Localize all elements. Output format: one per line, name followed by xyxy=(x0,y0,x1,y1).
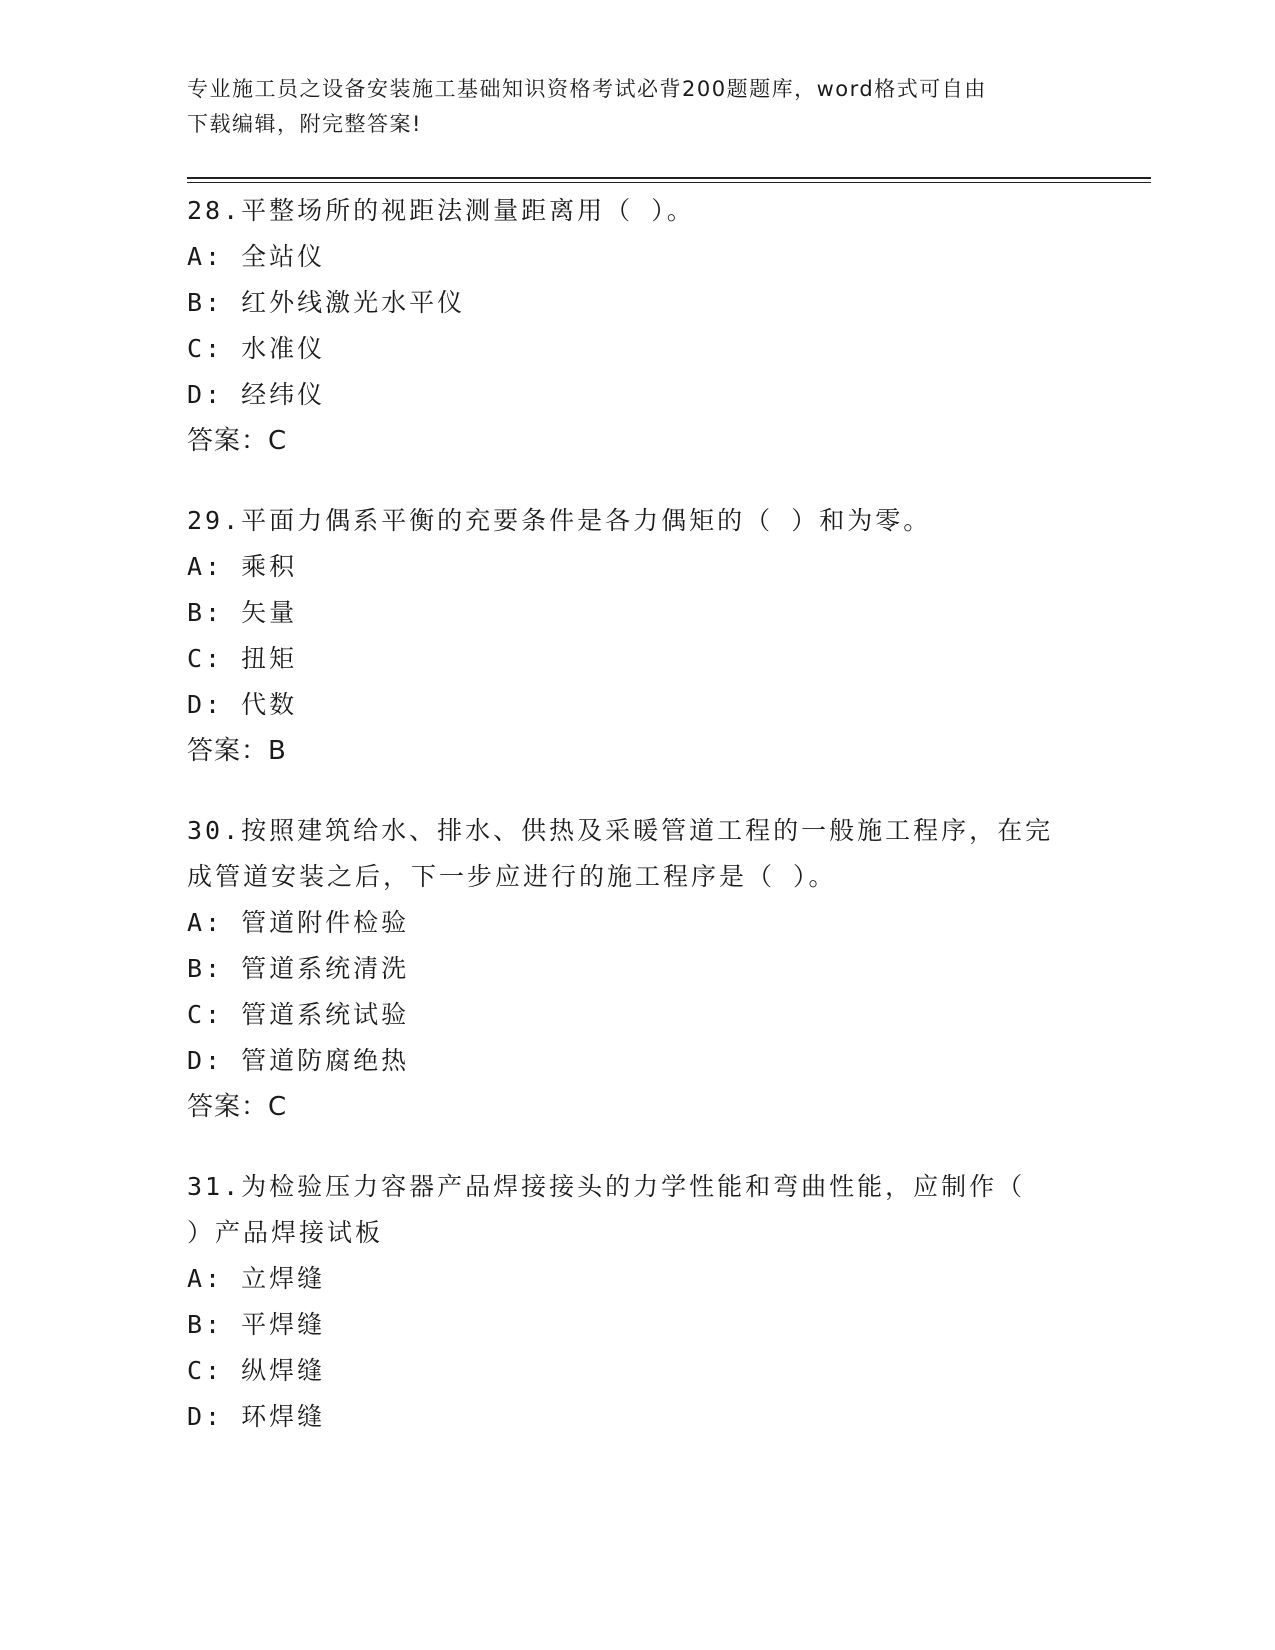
question-text-line: ）产品焊接试板 xyxy=(187,1218,384,1247)
question-29 xyxy=(187,498,1087,774)
question-text-line: 28.平整场所的视距法测量距离用（ ）。 xyxy=(187,196,695,225)
option-a: A: 乘积 xyxy=(187,552,298,581)
question-text-line: 31.为检验压力容器产品焊接接头的力学性能和弯曲性能，应制作（ xyxy=(187,1172,1026,1201)
header-title-line-1: 专业施工员之设备安装施工基础知识资格考试必背200题题库，word格式可自由 xyxy=(187,77,987,101)
option-d: D: 代数 xyxy=(187,690,298,719)
option-a: A: 管道附件检验 xyxy=(187,908,410,937)
question-31 xyxy=(187,1164,1087,1440)
option-b: B: 管道系统清洗 xyxy=(187,954,410,983)
header-divider-thin xyxy=(187,182,1151,183)
question-text-line: 30.按照建筑给水、排水、供热及采暖管道工程的一般施工程序，在完 xyxy=(187,816,1054,845)
question-list xyxy=(187,188,1087,1474)
option-d: D: 经纬仪 xyxy=(187,380,326,409)
document-header xyxy=(187,72,1067,142)
question-text-line: 成管道安装之后，下一步应进行的施工程序是（ ）。 xyxy=(187,862,837,891)
option-c: C: 扭矩 xyxy=(187,644,298,673)
answer: 答案：C xyxy=(187,426,288,456)
question-text xyxy=(187,808,1087,900)
option-d: D: 环焊缝 xyxy=(187,1402,326,1431)
option-d: D: 管道防腐绝热 xyxy=(187,1046,410,1075)
question-30 xyxy=(187,808,1087,1130)
option-b: B: 红外线激光水平仪 xyxy=(187,288,466,317)
header-title-line-2: 下载编辑，附完整答案! xyxy=(187,112,422,136)
option-c: C: 纵焊缝 xyxy=(187,1356,326,1385)
answer: 答案：B xyxy=(187,736,287,766)
question-text xyxy=(187,1164,1087,1256)
question-28 xyxy=(187,188,1087,464)
option-a: A: 全站仪 xyxy=(187,242,326,271)
question-text xyxy=(187,498,1087,544)
option-c: C: 水准仪 xyxy=(187,334,326,363)
option-b: B: 平焊缝 xyxy=(187,1310,326,1339)
answer: 答案：C xyxy=(187,1092,288,1122)
option-a: A: 立焊缝 xyxy=(187,1264,326,1293)
question-text xyxy=(187,188,1087,234)
question-text-line: 29.平面力偶系平衡的充要条件是各力偶矩的（ ）和为零。 xyxy=(187,506,932,535)
header-divider-thick xyxy=(187,177,1151,179)
option-b: B: 矢量 xyxy=(187,598,298,627)
option-c: C: 管道系统试验 xyxy=(187,1000,410,1029)
